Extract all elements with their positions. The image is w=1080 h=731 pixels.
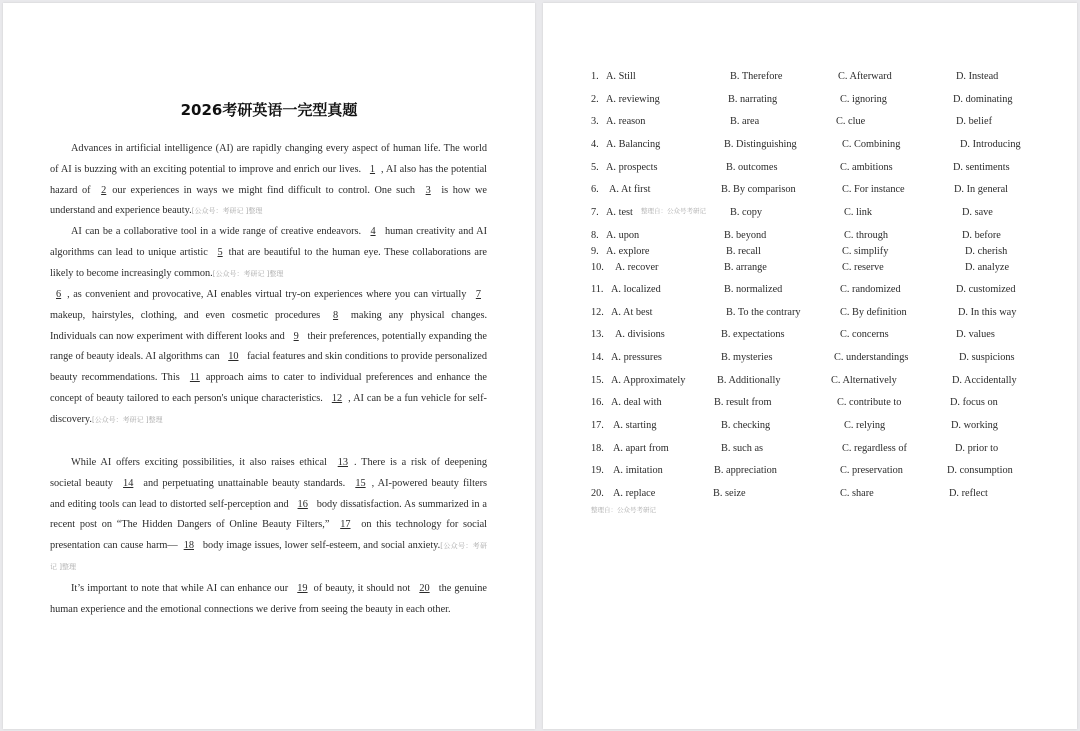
option-a: A. At best — [611, 307, 653, 318]
option-d: D. Instead — [956, 71, 999, 82]
option-a: A. replace — [613, 488, 656, 499]
option-c: C. By definition — [840, 307, 907, 318]
watermark: 整理自：公众号考研记 — [591, 506, 656, 514]
watermark: [公众号：考研记 ]整理 — [191, 207, 263, 216]
option-b: B. mysteries — [721, 352, 773, 363]
paragraph-2: AI can be a collaborative tool in a wide range of creative endeavors. 4 human creativity and AI algorithms can lead to unique artistic 5 that are beautiful to the human eye. These collaborations are likely to become increasingly common.[公众号：考研记 ]整理 — [50, 226, 488, 279]
question-number: 12. — [591, 307, 604, 318]
option-row — [543, 116, 1077, 130]
watermark: [公众号：考研记 ]整理 — [91, 415, 163, 424]
question-number: 8. — [591, 230, 599, 241]
option-row — [543, 230, 1077, 244]
option-d: D. In this way — [958, 307, 1017, 318]
option-b: B. Distinguishing — [724, 139, 797, 150]
option-row — [543, 139, 1077, 153]
blank-9: 9 — [293, 330, 299, 342]
option-row — [543, 488, 1077, 502]
option-c: C. reserve — [842, 262, 884, 273]
blank-11: 11 — [189, 372, 200, 384]
question-number: 1. — [591, 71, 599, 82]
option-a: A. starting — [613, 420, 657, 431]
watermark: [公众号：考研记 ]整理 — [50, 542, 488, 571]
question-number: 14. — [591, 352, 604, 363]
option-row — [543, 307, 1077, 321]
question-number: 6. — [591, 184, 599, 195]
option-c: C. through — [844, 230, 889, 241]
option-a: A. Still — [606, 71, 636, 82]
option-a: A. pressures — [611, 352, 662, 363]
option-a: A. divisions — [615, 329, 665, 340]
option-row — [543, 420, 1077, 434]
blank-7: 7 — [475, 289, 481, 300]
blank-16: 16 — [297, 498, 308, 510]
option-d: D. before — [962, 230, 1001, 241]
question-number: 10. — [591, 262, 604, 273]
option-d: D. belief — [956, 116, 993, 127]
option-a: A. apart from — [613, 443, 669, 454]
question-number: 17. — [591, 420, 604, 431]
blank-10: 10 — [228, 351, 239, 363]
option-row — [543, 443, 1077, 457]
option-a: A. reason — [606, 116, 646, 127]
option-c: C. Combining — [842, 139, 901, 150]
option-a: A. explore — [606, 246, 650, 257]
option-row — [543, 246, 1077, 260]
option-a: A. test — [606, 207, 633, 218]
option-b: B. narrating — [728, 94, 778, 105]
blank-17: 17 — [340, 519, 351, 531]
option-b: B. result from — [714, 397, 772, 408]
page-title: 2026考研英语一完型真题 — [180, 101, 358, 119]
option-c: C. regardless of — [842, 443, 907, 454]
option-b: B. normalized — [724, 284, 783, 295]
question-number: 5. — [591, 162, 599, 173]
option-row — [543, 162, 1077, 176]
option-a: A. localized — [611, 284, 661, 295]
right-page — [543, 3, 1077, 729]
option-row — [543, 329, 1077, 343]
option-a: A. At first — [609, 184, 651, 195]
option-c: C. ignoring — [840, 94, 887, 105]
option-b: B. Therefore — [730, 71, 783, 82]
blank-4: 4 — [370, 226, 376, 237]
watermark: 整理自：公众号考研记 — [641, 207, 706, 215]
blank-19: 19 — [297, 583, 308, 594]
option-c: C. preservation — [840, 465, 903, 476]
option-b: B. arrange — [724, 262, 767, 273]
option-row — [543, 71, 1077, 85]
option-d: D. prior to — [955, 443, 999, 454]
question-number: 9. — [591, 246, 599, 257]
option-row — [543, 352, 1077, 366]
blank-8: 8 — [332, 309, 339, 321]
option-row — [543, 465, 1077, 479]
option-row — [543, 397, 1077, 411]
option-a: A. Balancing — [606, 139, 661, 150]
option-row — [543, 375, 1077, 389]
option-row — [543, 94, 1077, 108]
question-number: 18. — [591, 443, 604, 454]
option-d: D. Accidentally — [952, 375, 1017, 386]
option-d: D. Introducing — [960, 139, 1021, 150]
question-number: 7. — [591, 207, 599, 218]
blank-12: 12 — [331, 392, 343, 404]
option-b: B. appreciation — [714, 465, 777, 476]
option-b: B. beyond — [724, 230, 767, 241]
option-c: C. understandings — [834, 352, 909, 363]
option-b: B. expectations — [721, 329, 785, 340]
option-d: D. customized — [956, 284, 1016, 295]
option-a: A. prospects — [606, 162, 658, 173]
option-d: D. In general — [954, 184, 1009, 195]
blank-6: 6 — [56, 289, 62, 300]
question-number: 3. — [591, 116, 599, 127]
option-c: C. For instance — [842, 184, 905, 195]
blank-14: 14 — [123, 477, 134, 489]
option-a: A. reviewing — [606, 94, 660, 105]
blank-3: 3 — [425, 184, 431, 196]
blank-2: 2 — [101, 184, 107, 196]
option-c: C. randomized — [840, 284, 901, 295]
blank-15: 15 — [355, 477, 366, 489]
watermark: [公众号：考研记 ]整理 — [212, 269, 284, 278]
option-b: B. seize — [713, 488, 746, 499]
option-a: A. deal with — [611, 397, 662, 408]
question-number: 20. — [591, 488, 604, 499]
option-c: C. ambitions — [840, 162, 893, 173]
option-c: C. link — [844, 207, 873, 218]
option-c: C. concerns — [840, 329, 889, 340]
option-d: D. save — [962, 207, 993, 218]
option-c: C. contribute to — [837, 397, 902, 408]
option-b: B. copy — [730, 207, 763, 218]
option-b: B. Additionally — [717, 375, 781, 386]
paragraph-5: It’s important to note that while AI can enhance our 19 of beauty, it should not 20 the genuine human experience and the emotional connections we derive from seeing the beauty in each other. — [50, 583, 488, 615]
option-row — [543, 262, 1077, 276]
option-a: A. recover — [615, 262, 659, 273]
option-d: D. consumption — [947, 465, 1013, 476]
option-b: B. area — [730, 116, 760, 127]
option-c: C. simplify — [842, 246, 889, 257]
question-number: 11. — [591, 284, 604, 295]
blank-5: 5 — [217, 246, 223, 258]
option-b: B. To the contrary — [726, 307, 801, 318]
blank-20: 20 — [419, 583, 430, 594]
option-c: C. share — [840, 488, 874, 499]
option-d: D. dominating — [953, 94, 1013, 105]
option-a: A. upon — [606, 230, 640, 241]
option-d: D. cherish — [965, 246, 1008, 257]
option-c: C. relying — [844, 420, 886, 431]
option-a: A. Approximately — [611, 375, 686, 386]
question-number: 15. — [591, 375, 604, 386]
option-b: B. outcomes — [726, 162, 778, 173]
option-b: B. By comparison — [721, 184, 796, 195]
option-d: D. suspicions — [959, 352, 1015, 363]
question-number: 16. — [591, 397, 604, 408]
question-number: 13. — [591, 329, 604, 340]
option-b: B. such as — [721, 443, 764, 454]
option-c: C. Afterward — [838, 71, 892, 82]
option-d: D. analyze — [965, 262, 1010, 273]
option-d: D. working — [951, 420, 998, 431]
option-b: B. recall — [726, 246, 761, 257]
option-row — [543, 184, 1077, 198]
blank-18: 18 — [183, 540, 194, 552]
option-c: C. clue — [836, 116, 866, 127]
paragraph-3: 6 , as convenient and provocative, AI enables virtual try-on experiences where you can virtually 7 makeup, hairstyles, clothing, and even cosmetic procedures 8 making any physical changes. Individuals can now experiment with different looks and 9 their preferences, potentially expanding the range of beauty ideals. AI algorithms can 10 facial features and skin conditions to provide personalized beauty recommendations. This 11 approach aims to cater to individual preferences and enhance the concept of beauty tailored to each person's unique characteristics. 12 , AI can be a fun vehicle for self-discovery.[公众号：考研记 ]整理 — [50, 289, 488, 425]
option-d: D. sentiments — [953, 162, 1010, 173]
blank-13: 13 — [337, 457, 348, 468]
option-row — [543, 284, 1077, 298]
option-b: B. checking — [721, 420, 771, 431]
paragraph-1: Advances in artificial intelligence (AI) are rapidly changing every aspect of human life. The world of AI is buzzing with an exciting potential to improve and enrich our lives. 1 , AI also has the potential hazard of 2 our experiences in ways we might find difficult to control. One such 3 is how we understand and experience beauty.[公众号：考研记 ]整理 — [50, 143, 487, 217]
option-d: D. focus on — [950, 397, 998, 408]
blank-1: 1 — [369, 163, 376, 175]
question-number: 19. — [591, 465, 604, 476]
question-number: 2. — [591, 94, 599, 105]
option-c: C. Alternatively — [831, 375, 897, 386]
option-row — [543, 207, 1077, 221]
paragraph-4: While AI offers exciting possibilities, it also raises ethical 13 . There is a risk of deepening societal beauty 14 and perpetuating unattainable beauty standards. 15 , AI-powered beauty filters and editing tools can lead to distorted self-perception and 16 body dissatisfaction. As summarized in a recent post on “The Hidden Dangers of Online Beauty Filters,” 17 on this technology for social presentation can cause harm— 18 body image issues, lower self-esteem, and social anxiety.[公众号：考研记 ]整理 — [50, 457, 488, 571]
left-page — [3, 3, 535, 729]
question-number: 4. — [591, 139, 599, 150]
option-a: A. imitation — [613, 465, 663, 476]
option-d: D. reflect — [949, 488, 988, 499]
option-d: D. values — [956, 329, 995, 340]
